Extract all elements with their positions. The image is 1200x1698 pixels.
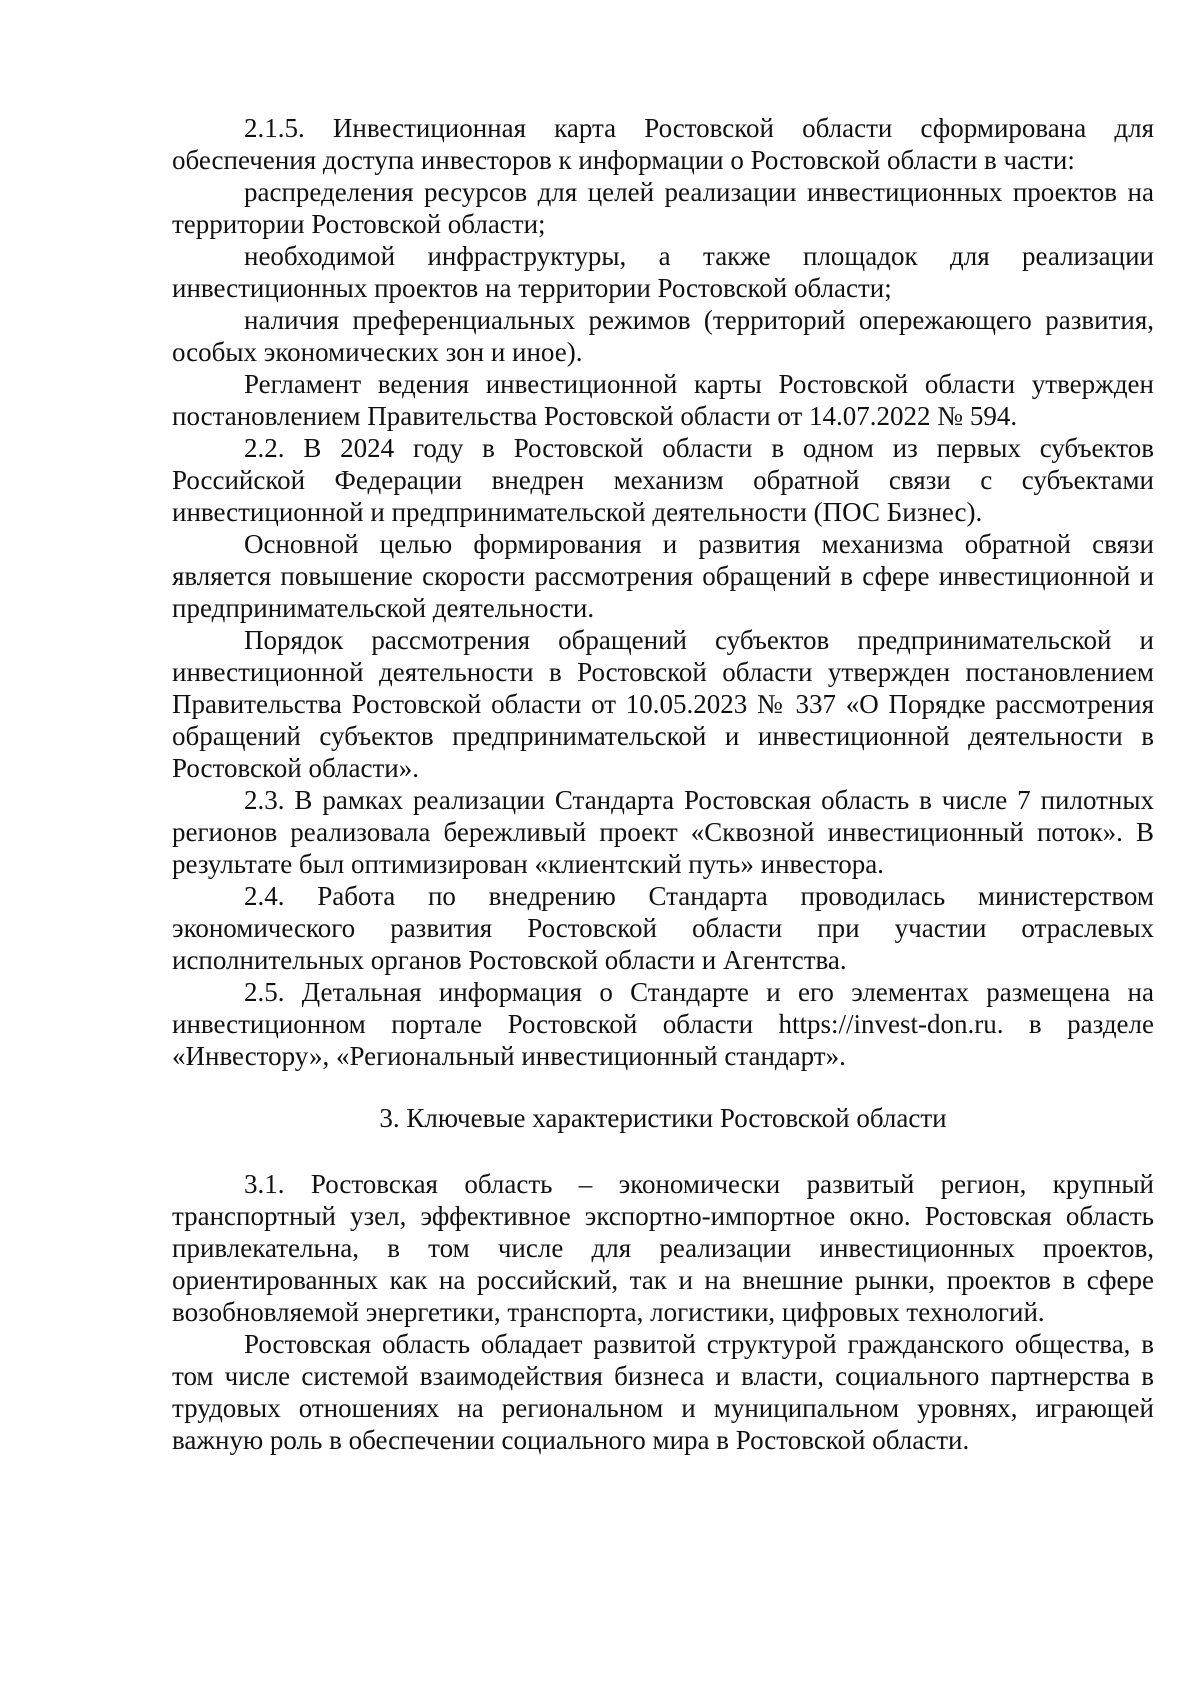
paragraph-map-regulation: Регламент ведения инвестиционной карты Ростовской области утвержден постановлением Правительства Ростовской области от 14.07.2022 № 594.: [172, 369, 1154, 431]
paragraph-2-5: 2.5. Детальная информация о Стандарте и его элементах размещена на инвестиционном портале Ростовской области https://invest-don.ru. в разделе «Инвестору», «Региональный инвестиционный стандарт».: [172, 977, 1154, 1071]
paragraph-resources: распределения ресурсов для целей реализации инвестиционных проектов на территории Ростовской области;: [172, 177, 1154, 239]
paragraph-appeals-procedure: Порядок рассмотрения обращений субъектов предпринимательской и инвестиционной деятельности в Ростовской области утвержден постановлением Правительства Ростовской области от 10.05.2023 № 337 «О Порядке рассмотрения обращений субъектов предпринимательской и инвестиционной деятельности в Ростовской области».: [172, 625, 1154, 783]
paragraph-2-1-5: 2.1.5. Инвестиционная карта Ростовской области сформирована для обеспечения доступа инвесторов к информации о Ростовской области в части:: [172, 113, 1154, 175]
paragraph-infrastructure: необходимой инфраструктуры, а также площадок для реализации инвестиционных проектов на территории Ростовской области;: [172, 241, 1154, 303]
section-heading: 3. Ключевые характеристики Ростовской области: [379, 1103, 947, 1133]
paragraph-2-2: 2.2. В 2024 году в Ростовской области в одном из первых субъектов Российской Федерации внедрен механизм обратной связи с субъектами инвестиционной и предпринимательской деятельности (ПОС Бизнес).: [172, 433, 1154, 527]
paragraph-3-1: 3.1. Ростовская область – экономически развитый регион, крупный транспортный узел, эффективное экспортно-импортное окно. Ростовская область привлекательна, в том числе для реализации инвестиционных проектов, ориентированных как на российский, так и на внешние рынки, проектов в сфере возобновляемой энергетики, транспорта, логистики, цифровых технологий.: [172, 1169, 1154, 1327]
paragraph-civil-society: Ростовская область обладает развитой структурой гражданского общества, в том числе системой взаимодействия бизнеса и власти, социального партнерства в трудовых отношениях на региональном и муниципальном уровнях, играющей важную роль в обеспечении социального мира в Ростовской области.: [172, 1329, 1154, 1455]
paragraph-2-4: 2.4. Работа по внедрению Стандарта проводилась министерством экономического развития Ростовской области при участии отраслевых исполнительных органов Ростовской области и Агентства.: [172, 881, 1154, 975]
document-body: [172, 112, 1154, 1456]
paragraph-feedback-goal: Основной целью формирования и развития механизма обратной связи является повышение скорости рассмотрения обращений в сфере инвестиционной и предпринимательской деятельности.: [172, 529, 1154, 623]
paragraph-preferential-regimes: наличия преференциальных режимов (территорий опережающего развития, особых экономических зон и иное).: [172, 305, 1154, 367]
paragraph-2-3: 2.3. В рамках реализации Стандарта Ростовская область в числе 7 пилотных регионов реализовала бережливый проект «Сквозной инвестиционный поток». В результате был оптимизирован «клиентский путь» инвестора.: [172, 785, 1154, 879]
